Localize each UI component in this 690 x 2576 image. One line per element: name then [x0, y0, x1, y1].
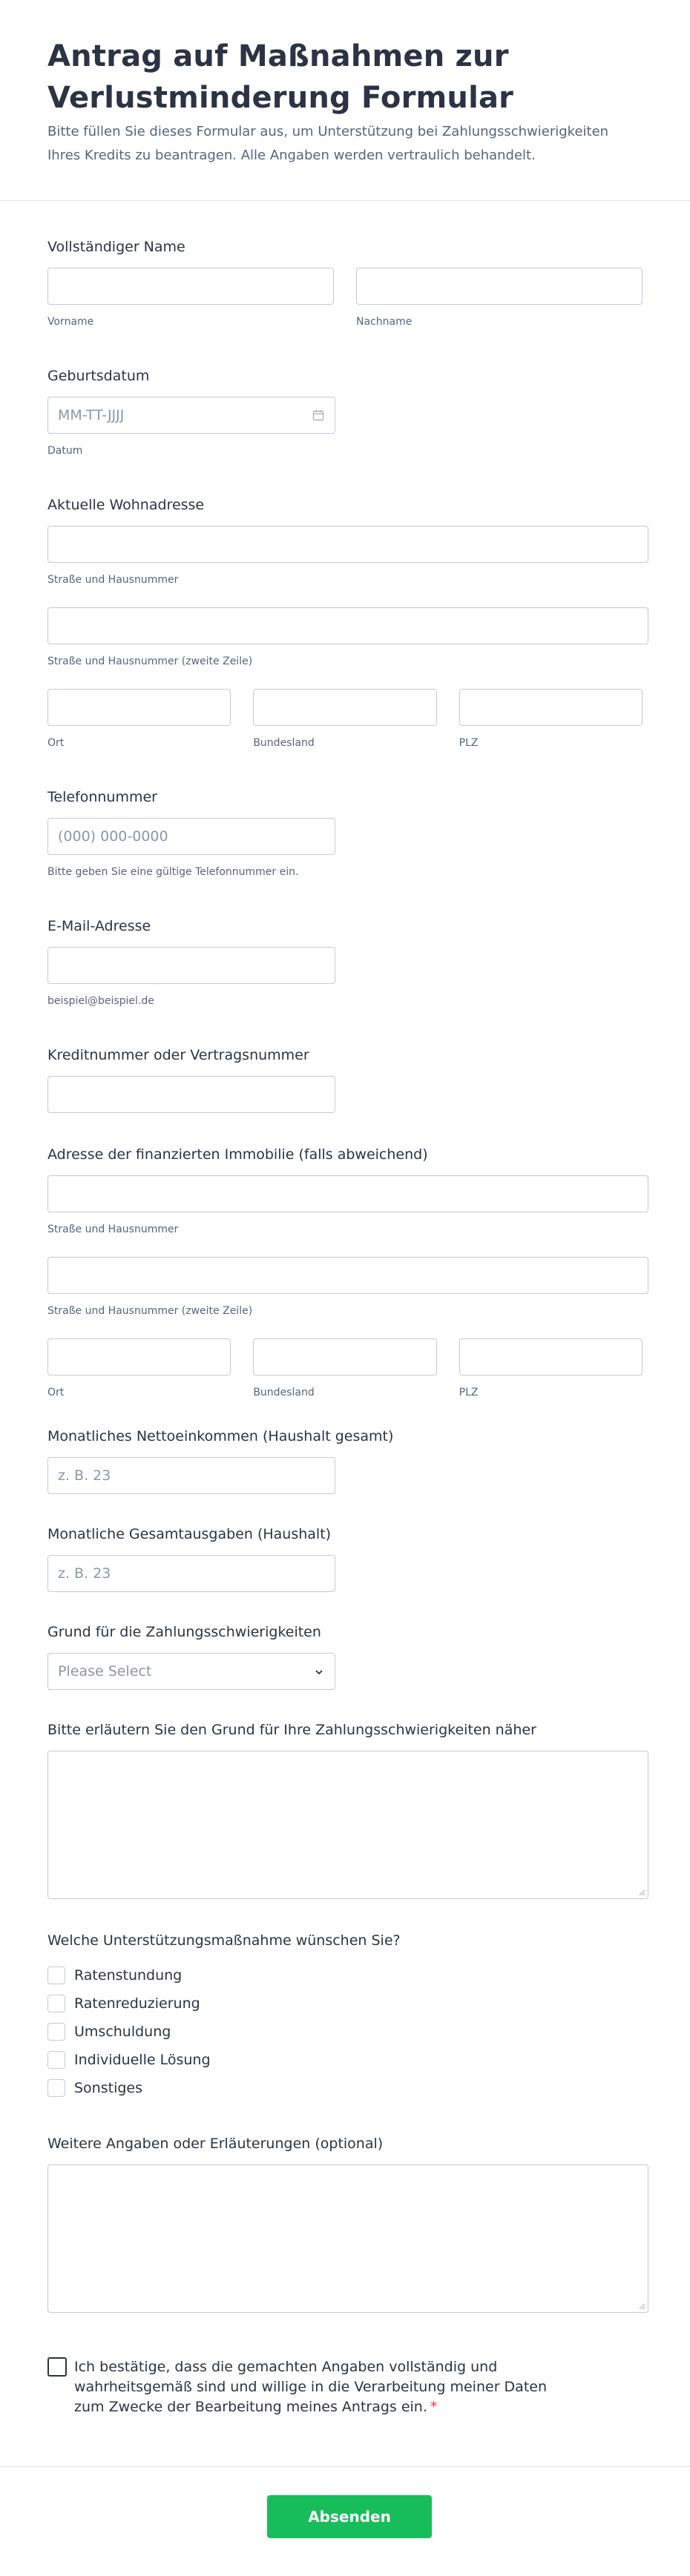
checkbox[interactable] [47, 2051, 65, 2069]
reason-select[interactable] [47, 1653, 335, 1690]
property-address-label: Adresse der finanzierten Immobilie (falls abweichend) [47, 1146, 428, 1163]
measures-label: Welche Unterstützungsmaßnahme wünschen Sie? [47, 1932, 401, 1949]
email-field [47, 916, 643, 1008]
expenses-label: Monatliche Gesamtausgaben (Haushalt) [47, 1526, 332, 1542]
measures-options [47, 1961, 643, 2102]
full-name-field [47, 237, 643, 328]
income-input[interactable] [47, 1457, 335, 1494]
resize-handle-icon[interactable] [638, 1889, 645, 1896]
explain-textarea[interactable] [47, 1751, 648, 1899]
consent-field [47, 2357, 552, 2417]
form-description: Bitte füllen Sie dieses Formular aus, um Unterstützung bei Zahlungsschwierigkeiten Ihres Kredits zu beantragen. Alle Angaben werden vertraulich behandelt. [47, 124, 609, 163]
measure-option-label: Umschuldung [74, 2024, 171, 2040]
loan-number-input[interactable] [47, 1076, 335, 1113]
form-footer [0, 2466, 690, 2576]
last-name-input[interactable] [356, 268, 643, 305]
measure-option[interactable] [47, 2074, 643, 2102]
measure-option-label: Ratenstundung [74, 1967, 183, 1984]
expenses-input[interactable] [47, 1555, 335, 1592]
measure-option-label: Ratenreduzierung [74, 1995, 200, 2012]
consent-text-wrap [74, 2357, 552, 2417]
birth-date-input[interactable] [47, 397, 335, 434]
phone-label: Telefonnummer [47, 789, 157, 805]
measure-option[interactable] [47, 2018, 643, 2046]
measure-option-label: Sonstiges [74, 2080, 143, 2096]
income-placeholder: z. B. 23 [58, 1467, 111, 1484]
street2-input[interactable] [47, 607, 648, 644]
notes-textarea[interactable] [47, 2164, 648, 2313]
chevron-down-icon [314, 1667, 324, 1677]
city-sublabel: Ort [47, 737, 65, 749]
address-label: Aktuelle Wohnadresse [47, 497, 205, 513]
reason-label: Grund für die Zahlungsschwierigkeiten [47, 1624, 321, 1640]
zip-input[interactable] [459, 689, 643, 726]
form-content [0, 237, 690, 2417]
checkbox[interactable] [47, 1966, 65, 1984]
property-street-sublabel: Straße und Hausnummer [47, 1223, 179, 1235]
reason-field [47, 1622, 643, 1690]
explain-label: Bitte erläutern Sie den Grund für Ihre Zahlungsschwierigkeiten näher [47, 1722, 536, 1738]
full-name-label: Vollständiger Name [47, 239, 185, 255]
birth-date-placeholder: MM-TT-JJJJ [58, 407, 125, 423]
email-sublabel: beispiel@beispiel.de [47, 995, 154, 1007]
state-input[interactable] [253, 689, 436, 726]
first-name-input[interactable] [47, 268, 334, 305]
income-field [47, 1426, 643, 1494]
property-street2-input[interactable] [47, 1257, 648, 1294]
checkbox[interactable] [47, 1995, 65, 2012]
property-street2-sublabel: Straße und Hausnummer (zweite Zeile) [47, 1305, 253, 1317]
notes-field [47, 2133, 643, 2313]
property-address-field [47, 1144, 643, 1399]
phone-placeholder: (000) 000-0000 [58, 828, 168, 845]
property-state-input[interactable] [253, 1338, 436, 1375]
last-name-sublabel: Nachname [356, 316, 413, 328]
street2-sublabel: Straße und Hausnummer (zweite Zeile) [47, 655, 253, 667]
measures-field [47, 1930, 643, 2102]
property-city-input[interactable] [47, 1338, 231, 1375]
birth-date-label: Geburtsdatum [47, 368, 150, 384]
consent-checkbox[interactable] [47, 2357, 67, 2377]
required-mark: * [430, 2399, 438, 2415]
checkbox[interactable] [47, 2023, 65, 2041]
consent-text: Ich bestätige, dass die gemachten Angaben vollständig und wahrheitsgemäß sind und willige in die Verarbeitung meiner Daten zum Zwecke der Bearbeitung meines Antrags ein. [74, 2359, 548, 2415]
expenses-field [47, 1524, 643, 1592]
property-zip-input[interactable] [459, 1338, 643, 1375]
income-label: Monatliches Nettoeinkommen (Haushalt gesamt) [47, 1428, 394, 1444]
reason-placeholder: Please Select [58, 1663, 152, 1680]
street-sublabel: Straße und Hausnummer [47, 574, 179, 586]
measure-option[interactable] [47, 1989, 643, 2018]
calendar-icon[interactable] [312, 409, 324, 421]
zip-sublabel: PLZ [459, 737, 479, 749]
street-input[interactable] [47, 526, 648, 563]
birth-date-sublabel: Datum [47, 445, 83, 457]
expenses-placeholder: z. B. 23 [58, 1565, 111, 1582]
loan-number-field [47, 1045, 643, 1113]
form-title: Antrag auf Maßnahmen zur Verlustminderung Formular [47, 39, 514, 115]
email-input[interactable] [47, 947, 335, 984]
measure-option[interactable] [47, 1961, 643, 1989]
resize-handle-icon[interactable] [638, 2302, 645, 2310]
first-name-sublabel: Vorname [47, 316, 94, 328]
property-zip-sublabel: PLZ [459, 1387, 479, 1398]
explain-field [47, 1720, 643, 1899]
measure-option-label: Individuelle Lösung [74, 2052, 211, 2068]
email-label: E-Mail-Adresse [47, 918, 151, 934]
checkbox[interactable] [47, 2079, 65, 2097]
property-state-sublabel: Bundesland [253, 1387, 315, 1398]
phone-field [47, 787, 643, 879]
address-field [47, 495, 643, 750]
form-header [0, 0, 690, 201]
city-input[interactable] [47, 689, 231, 726]
property-street-input[interactable] [47, 1175, 648, 1212]
birth-date-field [47, 366, 643, 458]
phone-sublabel: Bitte geben Sie eine gültige Telefonnummer ein. [47, 866, 299, 878]
submit-button[interactable]: Absenden [267, 2495, 432, 2538]
state-sublabel: Bundesland [253, 737, 315, 749]
property-city-sublabel: Ort [47, 1387, 65, 1398]
notes-label: Weitere Angaben oder Erläuterungen (optional) [47, 2136, 384, 2152]
loan-number-label: Kreditnummer oder Vertragsnummer [47, 1047, 309, 1063]
measure-option[interactable] [47, 2046, 643, 2074]
phone-input[interactable] [47, 818, 335, 855]
